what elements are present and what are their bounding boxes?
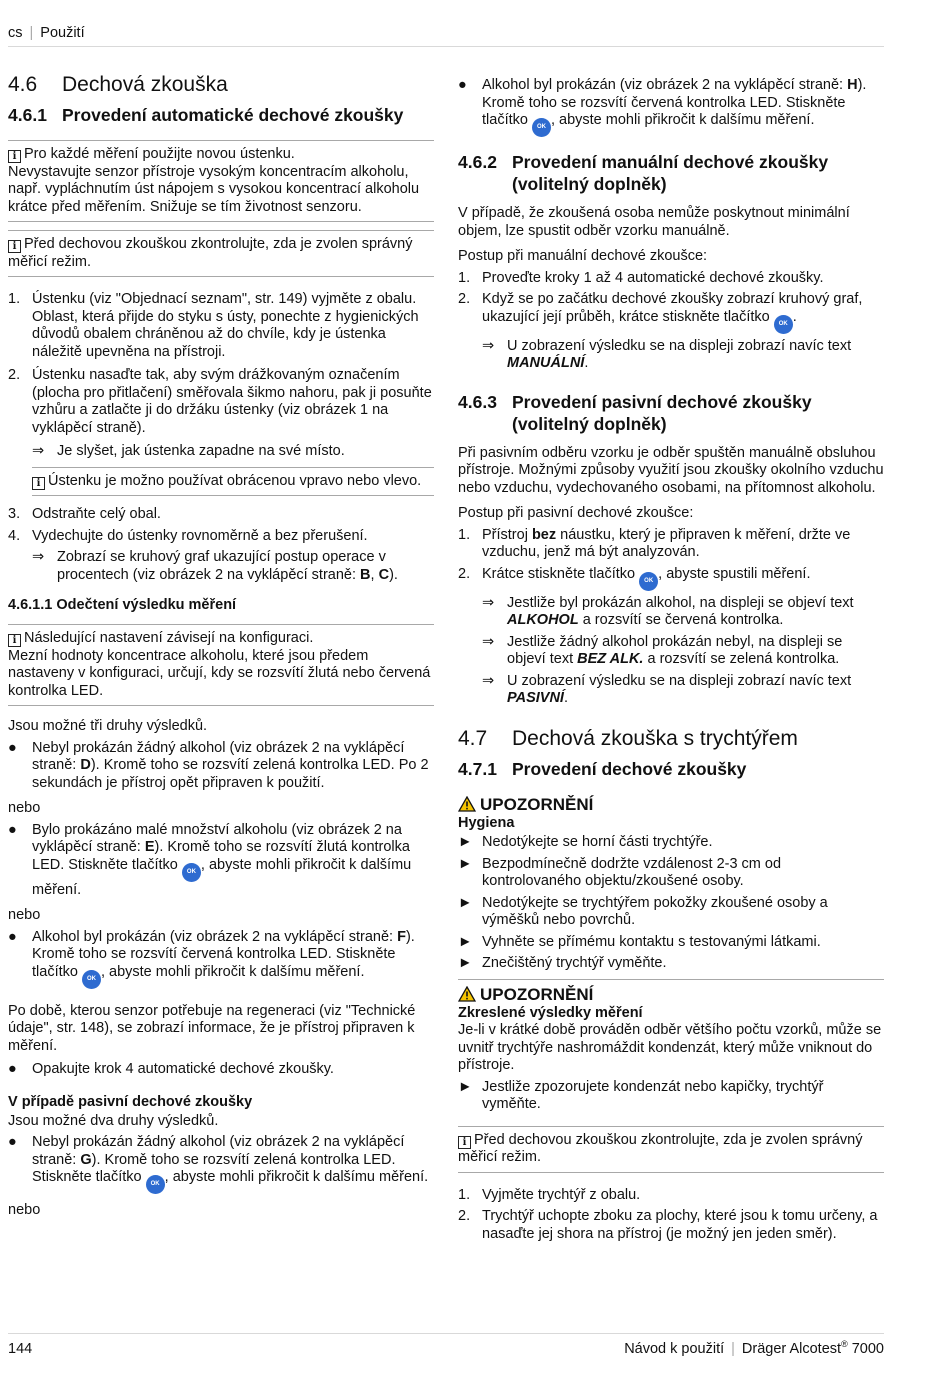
heading-4-6-1: 4.6.1 Provedení automatické dechové zkoušky [8, 105, 404, 125]
bullet-item: ● Bylo prokázáno malé množství alkoholu (viz obrázek 2 na vyklápěcí straně: E). Kromě toho se rozsvítí žlutá kontrolka LED. Stiskněte tlačítko OK , abyste mohli přikročit k dalšímu měření. [8, 821, 412, 898]
arrow-item: ► Bezpodmínečně dodržte vzdálenost 2-3 cm od kontrolovaného objektu/zkoušené osoby. [458, 855, 782, 889]
ok-button-icon: OK [639, 572, 658, 591]
ok-button-icon: OK [146, 1175, 165, 1194]
bullet-item: ● Opakujte krok 4 automatické dechové zkoušky. [8, 1061, 334, 1077]
info-note-config: i Následující nastavení závisejí na konfiguraci. Mezní hodnoty koncentrace alkoholu, které jsou předem nastaveny v konfiguraci, určují, kdy se rozsvítí žlutá nebo červená kontrolka LED. [8, 624, 434, 706]
page-footer [8, 1333, 884, 1359]
bullet-item: ● Nebyl prokázán žádný alkohol (viz obrázek 2 na vyklápěcí straně: G). Kromě toho se rozsvítí zelená kontrolka LED. Stiskněte tlačítko OK , abyste mohli přikročit k dalšímu měření. [8, 1134, 434, 1194]
paragraph: nebo [8, 800, 41, 816]
paragraph: Jsou možné tři druhy výsledků. [8, 718, 208, 734]
paragraph: nebo [8, 907, 41, 923]
ok-button-icon: OK [82, 970, 101, 989]
page-header: cs | Použití [8, 25, 884, 47]
page-number: 144 [8, 1341, 33, 1357]
result-item: ⇒ Zobrazí se kruhový graf ukazující postup operace v procentech (viz obrázek 2 na vyklápěcí straně: B, C). [32, 549, 398, 583]
arrow-item: ► Jestliže zpozorujete kondenzát nebo kapičky, trychtýř vyměňte. [458, 1078, 824, 1112]
bullet-item: ● Alkohol byl prokázán (viz obrázek 2 na vyklápěcí straně: H). Kromě toho se rozsvítí červená kontrolka LED. Stiskněte tlačítko OK , abyste mohli přikročit k dalšímu měření. [458, 77, 884, 137]
header-lang: cs [8, 25, 23, 41]
heading-4-6-2: 4.6.2 Provedení manuální dechové zkoušky (volitelný doplněk) [458, 152, 829, 194]
result-item: ⇒ Je slyšet, jak ústenka zapadne na své místo. [32, 443, 345, 459]
list-item: 2. Když se po začátku dechové zkoušky zobrazí kruhový graf, ukazující její průběh, krátce stiskněte tlačítko OK . [458, 291, 884, 334]
arrow-item: ► Nedotýkejte se trychtýřem pokožky zkoušené osoby a výměšků nebo povrchů. [458, 894, 828, 928]
warning-triangle-icon [458, 986, 476, 1002]
heading-4-6-1-1: 4.6.1.1 Odečtení výsledku měření [8, 597, 237, 613]
list-item: 1. Proveďte kroky 1 až 4 automatické dechové zkoušky. [458, 269, 824, 286]
info-note-mode: i Před dechovou zkouškou zkontrolujte, zda je zvolen správný měřicí režim. [8, 230, 434, 277]
arrow-item: ► Nedotýkejte se horní části trychtýře. [458, 834, 713, 850]
paragraph: Postup při pasivní dechové zkoušce: [458, 505, 694, 521]
ok-button-icon: OK [774, 315, 793, 334]
list-item: 4. Vydechujte do ústenky rovnoměrně a bez přerušení. [8, 527, 368, 544]
heading-4-6: 4.6 Dechová zkouška [8, 73, 228, 96]
info-icon: i [8, 150, 21, 163]
heading-4-6-3: 4.6.3 Provedení pasivní dechové zkoušky (volitelný doplněk) [458, 391, 812, 434]
left-column [8, 72, 434, 1220]
bullet-item: ● Nebyl prokázán žádný alkohol (viz obrázek 2 na vyklápěcí straně: D). Kromě toho se rozsvítí zelená kontrolka LED. Po 2 sekundách je přístroj opět připraven k použití. [8, 739, 429, 791]
arrow-item: ► Vyhněte se přímému kontaktu s testovanými látkami. [458, 933, 821, 950]
paragraph: Postup při manuální dechové zkoušce: [458, 248, 708, 264]
info-note-mode-funnel: i Před dechovou zkouškou zkontrolujte, zda je zvolen správný měřicí režim. [458, 1126, 884, 1173]
list-item: 3. Odstraňte celý obal. [8, 506, 161, 522]
paragraph: nebo [8, 1202, 41, 1218]
ok-button-icon: OK [182, 863, 201, 882]
result-item: ⇒ Jestliže žádný alkohol prokázán nebyl, na displeji se objeví text BEZ ALK. a rozsvítí se zelená kontrolka. [482, 633, 843, 667]
heading-4-7: 4.7 Dechová zkouška s trychtýřem [458, 726, 798, 750]
list-item: 2. Krátce stiskněte tlačítko OK , abyste spustili měření. [458, 566, 884, 591]
info-icon: i [32, 477, 45, 490]
result-item: ⇒ Jestliže byl prokázán alkohol, na displeji se objeví text ALKOHOL a rozsvítí se červená kontrolka. [482, 594, 854, 628]
footer-doc-title: Návod k použití | Dräger Alcotest® 7000 [624, 1339, 884, 1357]
paragraph: V případě, že zkoušená osoba nemůže poskytnout minimální objem, lze spustit odběr vzorku manuálně. [458, 205, 850, 239]
list-item: 1. Přístroj bez náustku, který je připraven k měření, držte ve vzduchu, jenž má být analyzován. [458, 526, 851, 560]
list-item: 1. Vyjměte trychtýř z obalu. [458, 1186, 641, 1203]
list-item: 2. Ústenku nasaďte tak, aby svým drážkovaným označením (plocha pro přitlačení) směřovala šikmo nahoru, pak ji posuňte vzhůru a zatlačte ji do držáku ústenky (viz obrázek 1 na vyklápěcí straně). [8, 367, 432, 436]
list-item: 1. Ústenku (viz "Objednací seznam", str. 149) vyjměte z obalu. Oblast, která přijde do styku s ústy, ponechte z hygienických důvodů obalem chráněnou až do chvíle, kdy je ústenka náležitě upevněna na přístroji. [8, 291, 419, 360]
info-icon: i [8, 240, 21, 253]
ok-button-icon: OK [532, 118, 551, 137]
info-note-mouthpiece: i Pro každé měření použijte novou ústenku. Nevystavujte senzor přístroje vysokým koncentracím alkoholu, např. vypláchnutím úst nápojem s vysokou koncentrací alkoholu krátce před měřením. Snižuje se tím životnost senzoru. [8, 140, 434, 222]
result-item: ⇒ U zobrazení výsledku se na displeji zobrazí navíc text MANUÁLNÍ. [482, 337, 852, 371]
bullet-item: ● Alkohol byl prokázán (viz obrázek 2 na vyklápěcí straně: F). Kromě toho se rozsvítí červená kontrolka LED. Stiskněte tlačítko OK , abyste mohli přikročit k dalšímu měření. [8, 929, 434, 989]
warning-hygiene: UPOZORNĚNÍ Hygiena ► Nedotýkejte se horní části trychtýře. ► Bezpodmínečně dodržte vzdálenost 2-3 cm od kontrolovaného objektu/zkoušené osoby. ► Nedotýkejte se trychtýřem pokožky zkoušené osoby a výměšků nebo povrchů. ► Vyhněte se přímému kontaktu s testovanými látkami. ► Znečištěný trychtýř vyměňte. [458, 794, 884, 973]
paragraph: Jsou možné dva druhy výsledků. [8, 1112, 219, 1129]
result-item: ⇒ U zobrazení výsledku se na displeji zobrazí navíc text PASIVNÍ. [482, 672, 852, 706]
warning-triangle-icon [458, 796, 476, 812]
warning-condensate: UPOZORNĚNÍ Zkreslené výsledky měření Je-li v krátké době prováděn odběr většího počtu vzorků, může se uvnitř trychtýře nashromáždit kondenzát, který může vniknout do přístroje. ► Jestliže zpozorujete kondenzát nebo kapičky, trychtýř vyměňte. [458, 979, 884, 1114]
list-item: 2. Trychtýř uchopte zboku za plochy, které jsou k tomu určeny, a nasaďte jej shora na přístroj (je možný jen jeden směr). [458, 1208, 878, 1242]
heading-passive: V případě pasivní dechové zkoušky [8, 1093, 253, 1110]
arrow-item: ► Znečištěný trychtýř vyměňte. [458, 955, 667, 971]
info-icon: i [458, 1136, 471, 1149]
right-column [458, 77, 884, 1243]
paragraph: Po době, kterou senzor potřebuje na regeneraci (viz "Technické údaje", str. 148), se zobrazí informace, že je přístroj připraven k měření. [8, 1002, 416, 1054]
heading-4-7-1: 4.7.1 Provedení dechové zkoušky [458, 758, 747, 779]
paragraph: Při pasivním odběru vzorku je odběr spuštěn manuálně obsluhou přístroje. Možnými způsoby využití jsou zkoušky okolního vzduchu nebo vzduchu, vydechovaného osobami, na přítomnost alkoholu. [458, 444, 884, 496]
info-icon: i [8, 634, 21, 647]
info-note-reverse: i Ústenku je možno používat obrácenou vpravo nebo vlevo. [32, 467, 434, 497]
header-section: Použití [40, 25, 85, 41]
